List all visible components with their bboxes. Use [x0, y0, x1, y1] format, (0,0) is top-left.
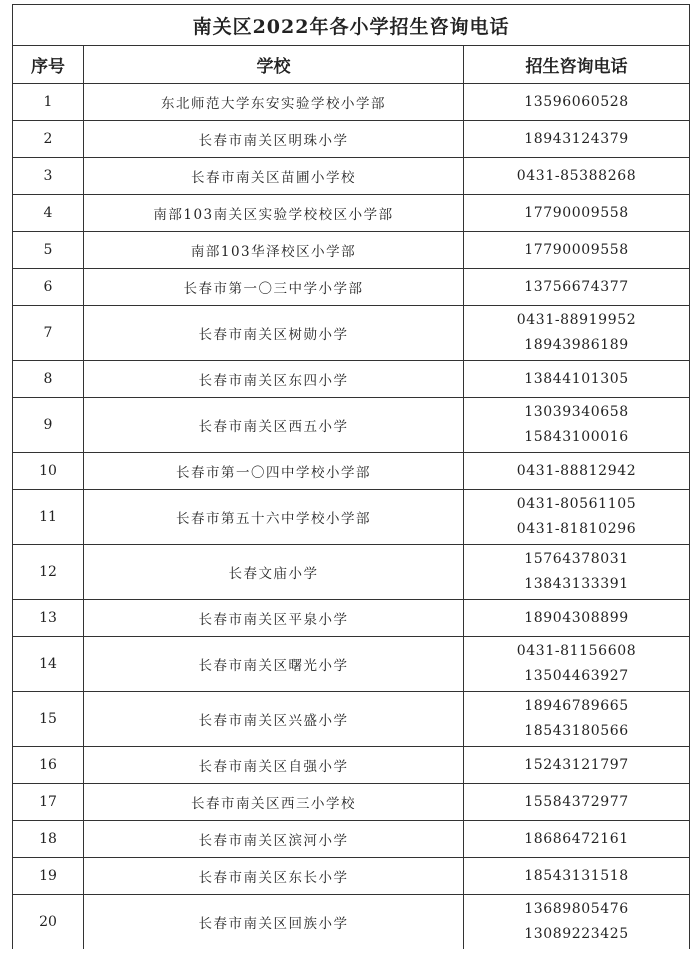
table-row: [13, 784, 690, 821]
phone-cell: [464, 453, 690, 490]
row-index: 7: [13, 306, 84, 361]
row-index: 17: [13, 784, 84, 821]
school-name: 长春文庙小学: [84, 545, 464, 600]
phone-number: 15243121797: [524, 756, 629, 773]
phone-number: 18543180566: [524, 723, 629, 739]
phone-cell: [464, 158, 690, 195]
row-index: 11: [13, 490, 84, 545]
phone-number: 0431-88919952: [516, 312, 637, 328]
table-row: [13, 269, 690, 306]
row-index: 4: [13, 195, 84, 232]
row-index: 3: [13, 158, 84, 195]
row-index: 12: [13, 545, 84, 600]
school-name: 长春市南关区苗圃小学校: [84, 158, 464, 195]
row-index: 6: [13, 269, 84, 306]
table-row: [13, 306, 690, 361]
phone-cell: [464, 600, 690, 637]
phone-cell: [464, 821, 690, 858]
phone-cell: [464, 858, 690, 895]
phone-cell: [464, 398, 690, 453]
row-index: 16: [13, 747, 84, 784]
phone-number: 17790009558: [524, 241, 629, 258]
column-header-index: 序号: [13, 46, 84, 84]
school-name: 东北师范大学东安实验学校小学部: [84, 84, 464, 121]
document-sheet: [12, 4, 689, 949]
row-index: 5: [13, 232, 84, 269]
phone-cell: [464, 121, 690, 158]
school-name: 南部103华泽校区小学部: [84, 232, 464, 269]
school-name: 长春市南关区明珠小学: [84, 121, 464, 158]
phone-number: 18686472161: [524, 830, 629, 847]
phone-cell: [464, 306, 690, 361]
phone-number: 18943986189: [524, 337, 629, 353]
school-name: 长春市南关区西五小学: [84, 398, 464, 453]
phone-number: 13844101305: [524, 370, 629, 387]
table-row: [13, 858, 690, 895]
phone-number: 0431-85388268: [516, 167, 637, 184]
row-index: 20: [13, 895, 84, 950]
phone-number: 17790009558: [524, 204, 629, 221]
phone-number: 15764378031: [524, 551, 629, 567]
phone-cell: [464, 784, 690, 821]
school-name: 长春市第一〇三中学小学部: [84, 269, 464, 306]
phone-number: 18904308899: [524, 609, 629, 626]
table-row: [13, 637, 690, 692]
school-name: 长春市第五十六中学校小学部: [84, 490, 464, 545]
phone-number: 18943124379: [524, 130, 629, 147]
row-index: 13: [13, 600, 84, 637]
phone-cell: [464, 747, 690, 784]
school-name: 长春市南关区滨河小学: [84, 821, 464, 858]
table-row: [13, 398, 690, 453]
school-phone-table: [12, 4, 690, 949]
phone-number: 18946789665: [524, 698, 629, 714]
table-row: [13, 747, 690, 784]
table-row: [13, 692, 690, 747]
table-row: [13, 600, 690, 637]
table-row: [13, 895, 690, 950]
table-row: [13, 361, 690, 398]
column-header-school: 学校: [84, 46, 464, 84]
phone-number: 0431-88812942: [516, 462, 637, 479]
school-name: 长春市南关区兴盛小学: [84, 692, 464, 747]
table-row: [13, 158, 690, 195]
school-name: 长春市南关区东四小学: [84, 361, 464, 398]
phone-number: 13089223425: [524, 926, 629, 942]
page-title: 南关区2022年各小学招生咨询电话: [13, 5, 690, 46]
school-name: 长春市南关区曙光小学: [84, 637, 464, 692]
phone-cell: [464, 269, 690, 306]
phone-cell: [464, 637, 690, 692]
phone-number: 0431-81810296: [516, 521, 637, 537]
column-header-phone: 招生咨询电话: [464, 46, 690, 84]
school-name: 长春市南关区回族小学: [84, 895, 464, 950]
phone-number: 13596060528: [524, 93, 629, 110]
row-index: 9: [13, 398, 84, 453]
school-name: 长春市南关区树勋小学: [84, 306, 464, 361]
phone-number: 0431-80561105: [516, 496, 637, 512]
row-index: 19: [13, 858, 84, 895]
table-row: [13, 232, 690, 269]
row-index: 14: [13, 637, 84, 692]
table-row: [13, 545, 690, 600]
table-body: [13, 84, 690, 950]
table-row: [13, 84, 690, 121]
table-row: [13, 490, 690, 545]
school-name: 长春市南关区西三小学校: [84, 784, 464, 821]
phone-number: 15584372977: [524, 793, 629, 810]
row-index: 1: [13, 84, 84, 121]
phone-number: 0431-81156608: [516, 643, 637, 659]
row-index: 18: [13, 821, 84, 858]
row-index: 15: [13, 692, 84, 747]
phone-cell: [464, 84, 690, 121]
phone-number: 13843133391: [524, 576, 629, 592]
row-index: 8: [13, 361, 84, 398]
table-row: [13, 195, 690, 232]
school-name: 南部103南关区实验学校校区小学部: [84, 195, 464, 232]
school-name: 长春市南关区自强小学: [84, 747, 464, 784]
phone-number: 13689805476: [524, 901, 629, 917]
phone-cell: [464, 545, 690, 600]
table-row: [13, 453, 690, 490]
school-name: 长春市南关区平泉小学: [84, 600, 464, 637]
phone-cell: [464, 490, 690, 545]
table-row: [13, 821, 690, 858]
row-index: 10: [13, 453, 84, 490]
school-name: 长春市南关区东长小学: [84, 858, 464, 895]
phone-cell: [464, 361, 690, 398]
phone-cell: [464, 232, 690, 269]
school-name: 长春市第一〇四中学校小学部: [84, 453, 464, 490]
phone-number: 13756674377: [524, 278, 629, 295]
phone-number: 13504463927: [524, 668, 629, 684]
phone-cell: [464, 195, 690, 232]
phone-cell: [464, 895, 690, 950]
phone-number: 15843100016: [524, 429, 629, 445]
phone-number: 18543131518: [524, 867, 629, 884]
phone-number: 13039340658: [524, 404, 629, 420]
phone-cell: [464, 692, 690, 747]
table-row: [13, 121, 690, 158]
row-index: 2: [13, 121, 84, 158]
